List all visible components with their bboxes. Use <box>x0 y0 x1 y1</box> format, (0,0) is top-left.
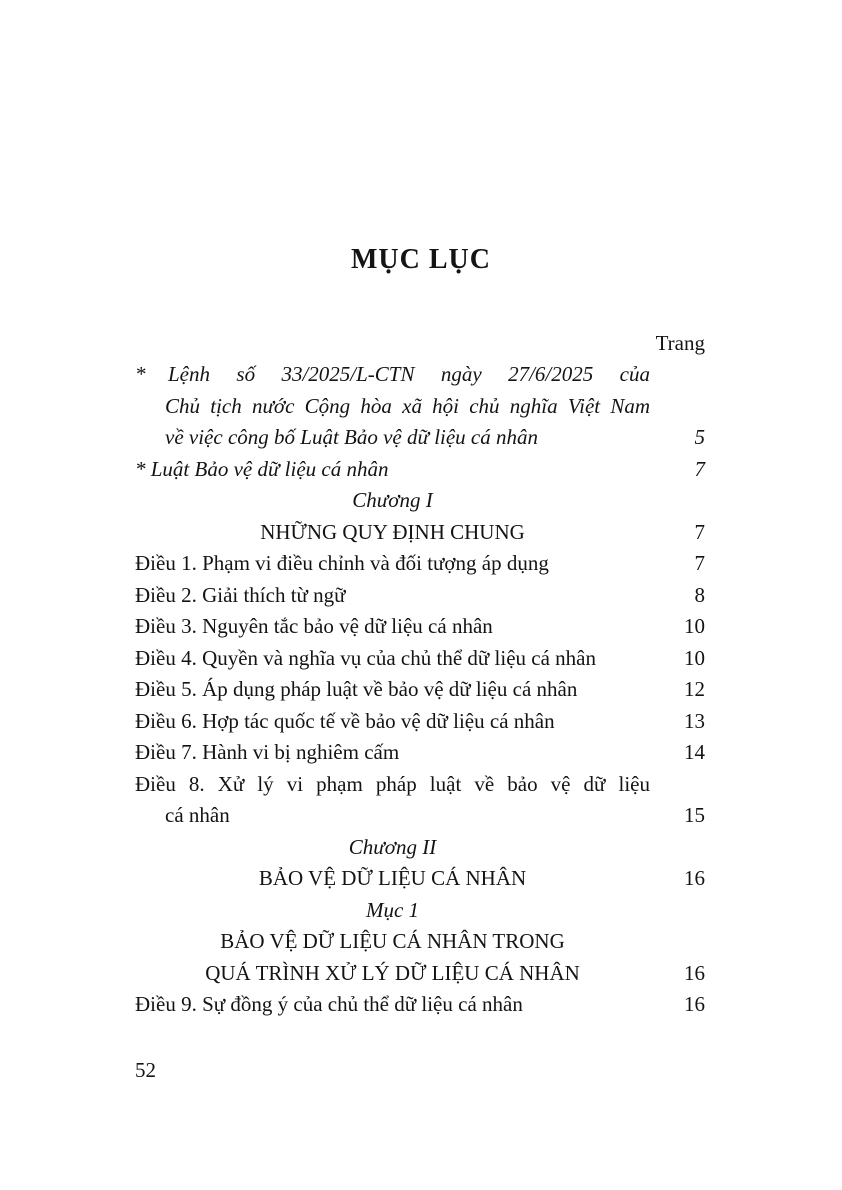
entry-text: cá nhân <box>165 803 230 827</box>
entry-page-number: 12 <box>684 677 705 701</box>
entry-page-number: 15 <box>684 803 705 827</box>
entry-page-number: 8 <box>694 582 705 607</box>
entry-page-number: 16 <box>684 992 705 1016</box>
toc-line <box>135 674 705 706</box>
entry-text: Điều 1. Phạm vi điều chỉnh và đối tượng áp dụng <box>135 551 549 575</box>
toc-line <box>135 643 705 675</box>
toc-line <box>135 422 705 454</box>
entry-text: Điều 8. Xử lý vi phạm pháp luật về bảo vệ dữ liệu <box>135 771 650 796</box>
toc-line <box>135 989 705 1021</box>
entry-text: NHỮNG QUY ĐỊNH CHUNG <box>260 519 525 544</box>
entry-page-number: 7 <box>694 551 705 575</box>
toc-line <box>135 737 705 769</box>
toc-line <box>135 926 705 958</box>
toc-line <box>135 832 705 864</box>
entry-page-number: 10 <box>684 614 705 638</box>
toc-line <box>135 391 705 423</box>
entry-page-number: 5 <box>694 425 705 449</box>
toc-line <box>135 895 705 927</box>
toc-line <box>135 485 705 517</box>
entry-text: về việc công bố Luật Bảo vệ dữ liệu cá nhân <box>165 425 539 449</box>
toc-entries <box>135 359 705 1021</box>
entry-text: BẢO VỆ DỮ LIỆU CÁ NHÂN <box>258 866 527 890</box>
entry-text: Điều 2. Giải thích từ ngữ <box>135 582 346 607</box>
entry-page-number: 13 <box>684 708 705 733</box>
entry-text: Chủ tịch nước Cộng hòa xã hội chủ nghĩa Việt Nam <box>165 393 650 418</box>
toc-line <box>135 706 705 738</box>
toc-line <box>135 580 705 612</box>
entry-text: Điều 5. Áp dụng pháp luật về bảo vệ dữ liệu cá nhân <box>135 677 578 701</box>
entry-text: Chương II <box>348 834 437 859</box>
toc-line <box>135 517 705 549</box>
toc-line <box>135 454 705 486</box>
entry-text: Điều 6. Hợp tác quốc tế về bảo vệ dữ liệu cá nhân <box>135 708 555 733</box>
entry-text: QUÁ TRÌNH XỬ LÝ DỮ LIỆU CÁ NHÂN <box>205 960 580 985</box>
toc-line <box>135 800 705 832</box>
entry-text: Chương I <box>352 488 433 512</box>
entry-text: * Luật Bảo vệ dữ liệu cá nhân <box>135 456 389 481</box>
entry-text: Điều 9. Sự đồng ý của chủ thể dữ liệu cá nhân <box>135 992 523 1016</box>
page-title: MỤC LỤC <box>351 244 491 275</box>
entry-text: Điều 7. Hành vi bị nghiêm cấm <box>135 740 400 764</box>
toc-line <box>135 769 705 801</box>
entry-text: BẢO VỆ DỮ LIỆU CÁ NHÂN TRONG <box>220 929 565 953</box>
toc-line <box>135 958 705 990</box>
entry-page-number: 7 <box>694 519 705 544</box>
entry-text: Mục 1 <box>365 897 420 922</box>
entry-text: Lệnh số 33/2025/L-CTN ngày 27/6/2025 của <box>168 362 650 386</box>
entry-page-number: 7 <box>694 456 705 481</box>
entry-star: * <box>135 362 146 386</box>
toc-line <box>135 548 705 580</box>
entry-text: Điều 4. Quyền và nghĩa vụ của chủ thể dữ liệu cá nhân <box>135 645 596 670</box>
folio-page-number: 52 <box>135 1058 156 1082</box>
entry-text: Điều 3. Nguyên tắc bảo vệ dữ liệu cá nhân <box>135 614 493 638</box>
toc-line <box>135 611 705 643</box>
entry-page-number: 10 <box>684 645 705 670</box>
toc-line <box>135 863 705 895</box>
entry-page-number: 14 <box>684 740 705 764</box>
entry-page-number: 16 <box>684 960 705 985</box>
entry-page-number: 16 <box>684 866 705 890</box>
page-column-header: Trang <box>655 331 705 355</box>
toc-line <box>135 359 705 391</box>
